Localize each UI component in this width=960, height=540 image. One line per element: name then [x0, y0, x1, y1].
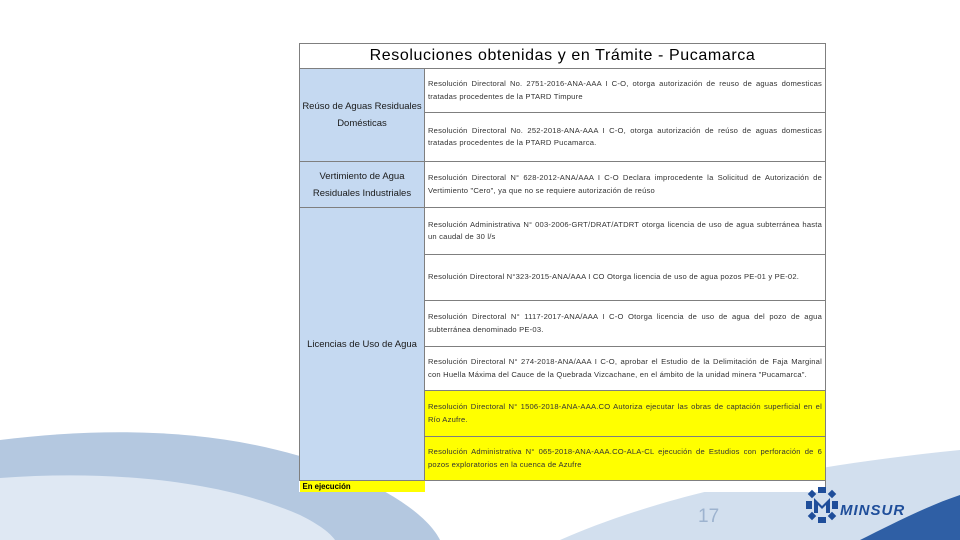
resolution-cell: Resolución Directoral N° 1117-2017-ANA/AAA I C-O Otorga licencia de uso de agua del pozo de agua subterránea denominado PE-03.: [425, 301, 826, 347]
brand-name: MINSUR: [840, 502, 906, 519]
legend-spacer: [425, 481, 826, 493]
table-row: [300, 208, 826, 255]
table-row: [300, 69, 826, 113]
minsur-logo: [805, 486, 937, 526]
resolution-cell: Resolución Directoral N° 274-2018-ANA/AAA I C-O, aprobar el Estudio de la Delimitación de Faja Marginal con Huella Máxima del Cauce de la Quebrada Vizcachane, en el ámbito de la unidad minera "Pucamarca".: [425, 347, 826, 391]
legend-row: [300, 481, 826, 493]
category-cell: Reúso de Aguas Residuales Domésticas: [300, 69, 425, 162]
page-number: 17: [698, 506, 720, 527]
category-cell: Licencias de Uso de Agua: [300, 208, 425, 481]
resolution-cell: Resolución Directoral No. 2751-2016-ANA-AAA I C-O, otorga autorización de reuso de aguas domesticas tratadas procedentes de la PTARD Timpure: [425, 69, 826, 113]
minsur-logo-icon: [805, 486, 839, 524]
resolution-cell: Resolución Administrativa N° 003-2006-GRT/DRAT/ATDRT otorga licencia de uso de agua subterránea hasta un caudal de 30 l/s: [425, 208, 826, 255]
category-cell: Vertimiento de Agua Residuales Industriales: [300, 162, 425, 208]
resolution-cell-highlighted: Resolución Directoral N° 1506-2018-ANA-AAA.CO Autoriza ejecutar las obras de captación superficial en el Río Azufre.: [425, 391, 826, 437]
table-title-row: [300, 44, 826, 69]
resolution-cell-highlighted: Resolución Administrativa N° 065-2018-ANA-AAA.CO-ALA-CL ejecución de Estudios con perforación de 6 pozos exploratorios en la cuenca de Azufre: [425, 437, 826, 481]
legend-en-ejecucion: En ejecución: [300, 481, 425, 493]
resolution-cell: Resolución Directoral N°323-2015-ANA/AAA I CO Otorga licencia de uso de agua pozos PE-01 y PE-02.: [425, 255, 826, 301]
table-title: Resoluciones obtenidas y en Trámite - Pucamarca: [300, 44, 826, 69]
resolution-cell: Resolución Directoral N° 628-2012-ANA/AAA I C-O Declara improcedente la Solicitud de Autorización de Vertimiento "Cero", ya que no se requiere autorización de reúso: [425, 162, 826, 208]
resolutions-table: [299, 43, 826, 492]
resolution-cell: Resolución Directoral No. 252-2018-ANA-AAA I C-O, otorga autorización de reúso de aguas domesticas tratadas procedentes de la PTARD Pucamarca.: [425, 113, 826, 162]
table-row: [300, 162, 826, 208]
